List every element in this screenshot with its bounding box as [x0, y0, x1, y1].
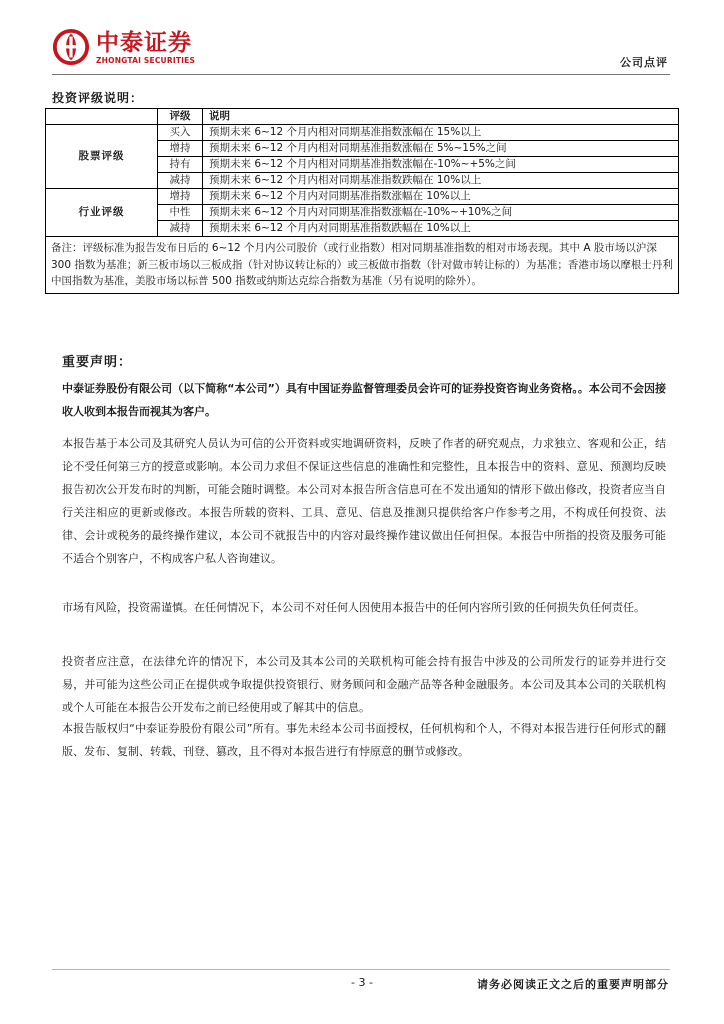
header-divider: [52, 74, 670, 75]
rating-label: 持有: [158, 157, 203, 173]
rating-description: 预期未来 6~12 个月内对同期基准指数涨幅在 10%以上: [203, 189, 679, 205]
disclaimer-paragraph-2: 本报告基于本公司及其研究人员认为可信的公开资料或实地调研资料，反映了作者的研究观点，力求独立、客观和公正，结论不受任何第三方的授意或影响。本公司力求但不保证这些信息的准确性和完整性，且本报告中的资料、意见、预测均反映报告初次公开发布时的判断，可能会随时调整。本公司对本报告所含信息可在不发出通知的情形下做出修改，投资者应当自行关注相应的更新或修改。本报告所载的资料、工具、意见、信息及推测只提供给客户作参考之用，不构成任何投资、法律、会计或税务的最终操作建议，本公司不就报告中的内容对最终操作建议做出任何担保。本报告中所指的投资及服务可能不适合个别客户，不构成客户私人咨询建议。: [62, 437, 666, 565]
rating-label: 增持: [158, 189, 203, 205]
rating-label: 减持: [158, 221, 203, 237]
logo-company-en: ZHONGTAI SECURITIES: [96, 55, 196, 65]
page-number: - 3 -: [351, 976, 373, 989]
industry-rating-category: 行业评级: [46, 189, 158, 237]
logo-company-cn: 中泰证券: [96, 29, 192, 56]
table-note-row: [46, 237, 679, 294]
zhongtai-logo-icon: [52, 28, 90, 66]
rating-label: 减持: [158, 173, 203, 189]
rating-description: 预期未来 6~12 个月内对同期基准指数跌幅在 10%以上: [203, 221, 679, 237]
disclaimer-paragraph-3: 市场有风险，投资需谨慎。在任何情况下，本公司不对任何人因使用本报告中的任何内容所引致的任何损失负任何责任。: [62, 601, 645, 614]
rating-description: 预期未来 6~12 个月内相对同期基准指数涨幅在 5%~15%之间: [203, 141, 679, 157]
footer-notice: 请务必阅读正文之后的重要声明部分: [477, 978, 669, 991]
rating-label: 中性: [158, 205, 203, 221]
table-row: [46, 189, 679, 205]
header-description: 说明: [203, 109, 679, 125]
rating-description: 预期未来 6~12 个月内相对同期基准指数涨幅在-10%~+5%之间: [203, 157, 679, 173]
disclaimer-paragraph-5: 本报告版权归“中泰证券股份有限公司”所有。事先未经本公司书面授权，任何机构和个人，不得对本报告进行任何形式的翻版、发布、复制、转载、刊登、篡改，且不得对本报告进行有悖原意的删节或修改。: [62, 722, 666, 758]
rating-label: 买入: [158, 125, 203, 141]
rating-section-title: 投资评级说明：: [52, 91, 144, 105]
table-header-row: [46, 109, 679, 125]
rating-description: 预期未来 6~12 个月内对同期基准指数涨幅在-10%~+10%之间: [203, 205, 679, 221]
disclaimer-paragraph-1: 中泰证券股份有限公司（以下简称“本公司”）具有中国证券监督管理委员会许可的证券投资咨询业务资格。。本公司不会因接收人收到本报告而视其为客户。: [62, 382, 666, 418]
document-type: 公司点评: [620, 56, 668, 69]
table-row: [46, 125, 679, 141]
disclaimer-paragraph-4: 投资者应注意，在法律允许的情况下，本公司及其本公司的关联机构可能会持有报告中涉及的公司所发行的证券并进行交易，并可能为这些公司正在提供或争取提供投资银行、财务顾问和金融产品等各种金融服务。本公司及其本公司的关联机构或个人可能在本报告公开发布之前已经使用或了解其中的信息。: [62, 655, 666, 714]
disclaimer-title: 重要声明：: [62, 355, 133, 370]
rating-description: 预期未来 6~12 个月内相对同期基准指数涨幅在 15%以上: [203, 125, 679, 141]
rating-label: 增持: [158, 141, 203, 157]
rating-table: [45, 108, 679, 294]
rating-note: 备注：评级标准为报告发布日后的 6~12 个月内公司股价（或行业指数）相对同期基准指数的相对市场表现。其中 A 股市场以沪深 300 指数为基准；新三板市场以三板成指（针对协议转让标的）或三板做市指数（针对做市转让标的）为基准；香港市场以摩根士丹利中国指数为基准，美股市场以标普 500 指数或纳斯达克综合指数为基准（另有说明的除外）。: [46, 237, 679, 294]
rating-description: 预期未来 6~12 个月内相对同期基准指数跌幅在 10%以上: [203, 173, 679, 189]
header-empty-cell: [46, 109, 158, 125]
stock-rating-category: 股票评级: [46, 125, 158, 189]
company-logo: [52, 28, 195, 66]
footer-divider: [52, 969, 670, 970]
header-rating: 评级: [158, 109, 203, 125]
